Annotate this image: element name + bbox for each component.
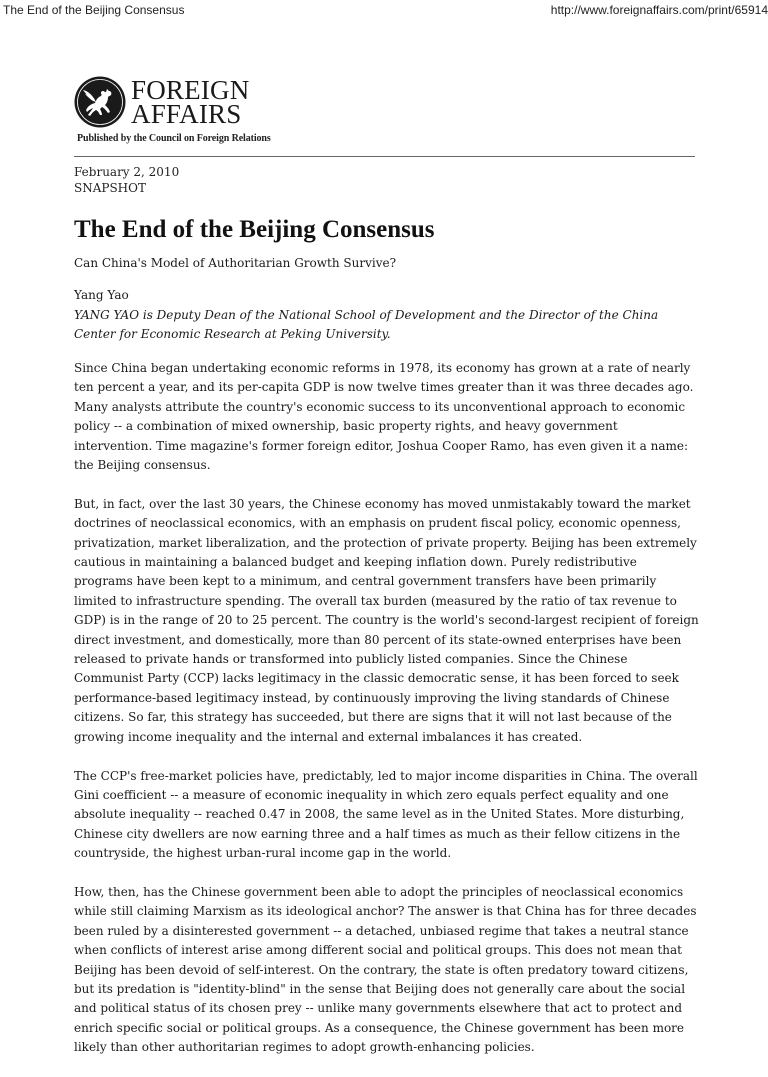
print-url: http://www.foreignaffairs.com/print/65914: [550, 3, 768, 17]
logo-word-foreign: FOREIGN: [131, 75, 250, 105]
article-body: [74, 359, 699, 1077]
body-paragraph: The CCP's free-market policies have, predictably, led to major income disparities in China. The overall Gini coefficient -- a measure of economic inequality in which zero equals perfect equality and one absolute inequality -- reached 0.47 in 2008, the same level as in the United States. More disturbing, Chinese city dwellers are now earning three and a half times as much as their fellow citizens in the countryside, the highest urban-rural income gap in the world.: [74, 768, 698, 861]
body-paragraph: How, then, has the Chinese government been able to adopt the principles of neoclassical economics while still claiming Marxism as its ideological anchor? The answer is that China has for three decades been ruled by a disinterested government -- a detached, unbiased regime that takes a neutral stance when conflicts of interest arise among different social and political groups. This does not mean that Beijing has been devoid of self-interest. On the contrary, the state is often predatory toward citizens, but its predation is "identity-blind" in the sense that Beijing does not generally care about the social and political status of its chosen prey -- unlike many governments elsewhere that act to protect and enrich specific social or political groups. As a consequence, the Chinese government has been more likely than other authoritarian regimes to adopt growth-enhancing policies.: [74, 884, 697, 1055]
body-paragraph: Since China began undertaking economic reforms in 1978, its economy has grown at a rate of nearly ten percent a year, and its per-capita GDP is now twelve times greater than it was three decades ago. Many analysts attribute the country's economic success to its unconventional approach to economic policy -- a combination of mixed ownership, basic property rights, and heavy government intervention. Time magazine's former foreign editor, Joshua Cooper Ramo, has even given it a name: the Beijing consensus.: [74, 361, 694, 473]
header-divider: [74, 156, 695, 157]
author-bio: YANG YAO is Deputy Dean of the National School of Development and the Director of the China Center for Economic Research at Peking University.: [74, 308, 659, 341]
article-subtitle: Can China's Model of Authoritarian Growth Survive?: [74, 256, 397, 270]
pegasus-seal-icon: [74, 76, 126, 128]
article-section: SNAPSHOT: [74, 181, 146, 195]
logo-tagline: Published by the Council on Foreign Relations: [77, 133, 271, 144]
body-paragraph: But, in fact, over the last 30 years, the Chinese economy has moved unmistakably toward the market doctrines of neoclassical economics, with an emphasis on prudent fiscal policy, economic openness, privatization, market liberalization, and the protection of private property. Beijing has been extremely cautious in maintaining a balanced budget and keeping inflation down. Purely redistributive programs have been kept to a minimum, and central government transfers have been primarily limited to infrastructure spending. The overall tax burden (measured by the ratio of tax revenue to GDP) is in the range of 20 to 25 percent. The country is the world's second-largest recipient of foreign direct investment, and domestically, more than 80 percent of its state-owned enterprises have been released to private hands or transformed into publicly listed companies. Since the Chinese Communist Party (CCP) lacks legitimacy in the classic democratic sense, it has been forced to seek performance-based legitimacy instead, by continuously improving the living standards of Chinese citizens. So far, this strategy has succeeded, but there are signs that it will not last because of the growing income inequality and the internal and external imbalances it has created.: [74, 496, 699, 744]
foreign-affairs-logo: [74, 76, 274, 146]
author-name: Yang Yao: [74, 288, 129, 302]
article-title: The End of the Beijing Consensus: [74, 216, 435, 243]
print-header: [0, 0, 768, 20]
article-date: February 2, 2010: [74, 165, 180, 179]
logo-word-affairs: AFFAIRS: [131, 99, 242, 129]
article-meta: [74, 164, 179, 196]
print-page-title: The End of the Beijing Consensus: [3, 3, 185, 17]
